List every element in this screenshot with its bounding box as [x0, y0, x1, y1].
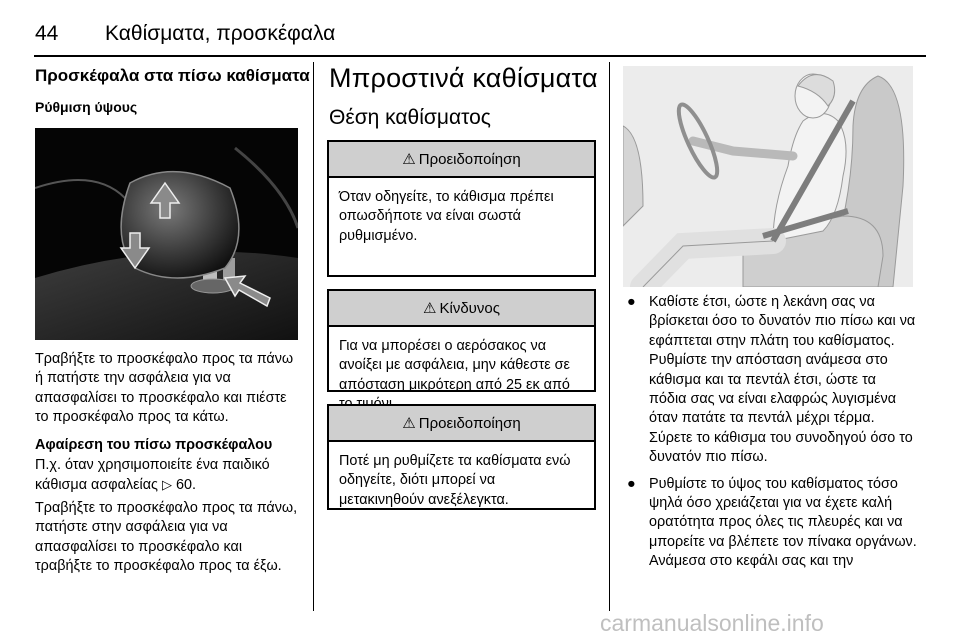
- bullet-icon: ●: [627, 475, 636, 492]
- subtitle-height-adjustment: Ρύθμιση ύψους: [35, 99, 138, 115]
- warning-label: Προειδοποίηση: [418, 414, 521, 432]
- danger-text: Για να μπορέσει ο αερόσακος να ανοίξει με ασφάλεια, μην κάθεστε σε απόσταση μικρότερη από 25 εκ από: [339, 338, 570, 393]
- warning-box-2: [327, 404, 596, 510]
- warning-triangle-icon: ⚠: [402, 151, 416, 168]
- instruction-list: [627, 293, 917, 572]
- list-item: [627, 475, 917, 572]
- warning-label: Προειδοποίηση: [418, 150, 521, 168]
- column-divider-1: [313, 62, 314, 611]
- list-item-text: Ρυθμίστε το ύψος του καθίσματος τόσο ψηλά όσο χρειάζεται για να έχετε καλή ορατότητα προς όλες τις πλευρές και να μπορείτε να βλέπετε τον πίνακα οργάνων. Ανάμεσα στο κεφάλι σας και την: [649, 475, 917, 570]
- danger-label: Κίνδυνος: [439, 299, 500, 317]
- section-title-rear-headrests: Προσκέφαλα στα πίσω καθίσματα: [35, 66, 310, 85]
- page-reference-link[interactable]: 60.: [175, 477, 196, 494]
- seat-adjustment-instructions: [627, 293, 917, 579]
- paragraph-child-seat-text: Π.χ. όταν χρησιμοποιείτε ένα παιδικό κάθισμα ασφαλείας: [35, 457, 270, 494]
- page-number: 44: [35, 22, 59, 45]
- list-item: [627, 293, 917, 468]
- list-item-text: Καθίστε έτσι, ώστε η λεκάνη σας να βρίσκεται όσο το δυνατόν πιο πίσω και να εφάπτεται στην πλάτη του καθίσματος. Ρυθμίστε την απόσταση ανάμεσα στο κάθισμα και τα πεντάλ έτσι, ώστε τα πόδια σας να είναι ελαφρώς λυγισμένα όταν πατάτε τα πεντάλ μέχρι τέρμα. Σύρετε το κάθισμα του συνοδηγού όσο το δυνατόν πιο πίσω.: [649, 294, 916, 466]
- warning-triangle-icon: ⚠: [423, 300, 437, 317]
- paragraph-child-seat: [35, 456, 303, 496]
- subtitle-seat-position: Θέση καθίσματος: [329, 106, 491, 129]
- heading-remove-rear-headrest: Αφαίρεση του πίσω προσκέφαλου: [35, 437, 273, 453]
- paragraph-height-adjust: Τραβήξτε το προσκέφαλο προς τα πάνω ή πατήστε την ασφάλεια για να απασφαλίσει το προσκέφαλο και πιέστε το προσκέφαλο προς τα κάτω.: [35, 351, 294, 426]
- headrest-illustration: [35, 128, 298, 340]
- danger-header: [329, 291, 594, 327]
- page-reference-arrow-icon: ▷: [161, 477, 172, 493]
- warning-header: [329, 142, 594, 178]
- header-rule: [34, 55, 926, 57]
- paragraph-remove-headrest: Τραβήξτε το προσκέφαλο προς τα πάνω, πατήστε στην ασφάλεια για να απασφαλίσει το προσκέφαλο και τραβήξτε το προσκέφαλο προς τα έξω.: [35, 500, 298, 575]
- chapter-title: Καθίσματα, προσκέφαλα: [105, 22, 336, 45]
- warning-header: [329, 406, 594, 442]
- driver-seating-drawing: [623, 66, 913, 287]
- warning-box-1: [327, 140, 596, 277]
- warning-text: Όταν οδηγείτε, το κάθισμα πρέπει οπωσδήποτε να είναι σωστά ρυθμισμένο.: [339, 189, 554, 244]
- danger-box: [327, 289, 596, 392]
- bullet-icon: ●: [627, 294, 636, 310]
- headrest-drawing: [35, 128, 298, 340]
- warning-text: Ποτέ μη ρυθμίζετε τα καθίσματα ενώ οδηγείτε, διότι μπορεί να μετακινηθούν ανεξέλεγκτα.: [339, 453, 571, 508]
- watermark: carmanualsonline.info: [600, 610, 824, 636]
- driver-seat-illustration: [623, 66, 913, 287]
- column-divider-2: [609, 62, 610, 611]
- section-title-front-seats: Μπροστινά καθίσματα: [329, 63, 598, 93]
- warning-triangle-icon: ⚠: [402, 415, 416, 432]
- page-header: [35, 22, 335, 46]
